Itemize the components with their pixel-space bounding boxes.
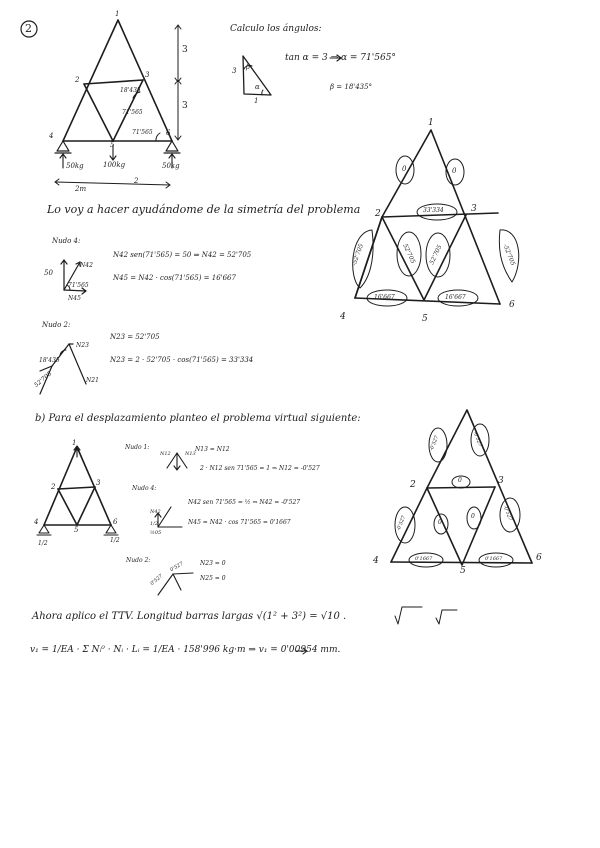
tri-side-label: 3: [232, 67, 237, 75]
tri-base-label: 1: [254, 97, 259, 105]
forces-b-node-5: 5: [460, 566, 466, 576]
truss1-node-4: 4: [49, 132, 54, 140]
forces-b-node-2: 2: [410, 480, 416, 490]
forces-b-bar-24: -0'527: [395, 514, 408, 532]
forces-b-bar-45: 0'1667: [415, 556, 433, 562]
forces-b-node-3: 3: [498, 476, 504, 486]
forces-b-bar-56: 0'1667: [485, 556, 503, 562]
nudo2-eq1: N23 = 52'705: [110, 333, 160, 341]
virtual-load-left: 1/2: [38, 540, 48, 547]
forces-b-bar-35: 0: [471, 513, 475, 520]
nudo1-b-title: Nudo 1:: [125, 444, 150, 451]
virtual-load-right: 1/2: [110, 537, 120, 544]
forces-b-node-4: 4: [373, 556, 379, 566]
forces-b-node-6: 6: [536, 553, 542, 563]
truss1-height-top: 3: [182, 45, 188, 55]
forces-b-bar-25: 0: [438, 519, 442, 526]
truss1-load-center: 100kg: [103, 161, 126, 169]
virtual-node-3: 3: [96, 479, 101, 487]
nudo2-eq2: N23 = 2 · 52'705 · cos(71'565) = 33'334: [110, 356, 254, 364]
truss1-node-5: 5: [110, 141, 115, 149]
nudo4-title: Nudo 4:: [52, 237, 81, 245]
virtual-node-1: 1: [72, 439, 77, 447]
ttv-line-2: v₁ = 1/EA · Σ Nᵢ⁰ · Nᵢ · Lᵢ = 1/EA · 158'996 kg·m ⇒ v₁ = 0'00954 mm.: [30, 645, 341, 655]
forces-a-bar-24: -52'705: [350, 242, 366, 267]
truss1-angle-1: 18'435: [120, 87, 141, 94]
nudo1-b-eq1: N13 = N12: [195, 446, 230, 453]
nudo2-vec-angle: 18'435: [39, 357, 60, 364]
forces-a-bar-13: 0: [452, 167, 457, 175]
intro-text: Lo voy a hacer ayudándome de la simetría del problema: [47, 203, 361, 216]
forces-a-bar-23: 33'334: [423, 207, 444, 214]
nudo2-b-vec-right: 0'527: [169, 560, 185, 574]
nudo2-vec-n23: N23: [76, 342, 89, 349]
forces-a-bar-36: -52'705: [501, 242, 517, 267]
forces-b-bar-12: -0'527: [428, 434, 441, 452]
tri-beta-label: β: [246, 63, 251, 71]
forces-a-bar-56: 16'667: [445, 294, 466, 301]
nudo4-b-vec-half: 1/2: [150, 521, 159, 527]
forces-a-bar-45: 16'667: [374, 294, 395, 301]
truss1-angle-2: 71'565: [122, 109, 143, 116]
forces-a-node-4: 4: [340, 312, 346, 322]
part-b-title: b) Para el desplazamiento planteo el problema virtual siguiente:: [35, 413, 361, 424]
nudo1-b-vec-n13: N13: [185, 451, 196, 457]
nudo2-b-eq1: N23 = 0: [200, 560, 226, 567]
nudo4-vec-n45: N45: [68, 295, 81, 302]
forces-a-bar-12: 0: [402, 165, 407, 173]
beta-equation: β = 18'435°: [330, 83, 373, 91]
tan-equation: tan α = 3 ⇒ α = 71'565°: [285, 53, 396, 63]
nudo2-title: Nudo 2:: [42, 321, 71, 329]
nudo1-b-vec-n12: N12: [160, 451, 171, 457]
nudo4-b-vec-n45: ½05: [150, 530, 162, 536]
forces-a-node-6: 6: [509, 300, 515, 310]
nudo2-vec-n21: N21: [86, 377, 99, 384]
truss1-reaction-left: 50kg: [66, 162, 84, 170]
forces-a-node-1: 1: [428, 118, 434, 128]
forces-a-node-3: 3: [471, 204, 477, 214]
nudo2-b-vec-left: 0'527: [149, 573, 165, 587]
nudo2-b-title: Nudo 2:: [126, 557, 151, 564]
tri-alpha-label: α: [255, 83, 260, 91]
problem-number: 2: [25, 22, 32, 35]
forces-a-node-5: 5: [422, 314, 428, 324]
nudo4-b-eq1: N42 sen 71'565 = ½ ⇒ N42 = -0'527: [188, 499, 301, 506]
truss1-reaction-right: 50kg: [162, 162, 180, 170]
truss1-dim-left: 2m: [75, 185, 87, 193]
nudo2-sketch: [40, 344, 86, 394]
nudo4-eq1: N42 sen(71'565) = 50 ⇒ N42 = 52'705: [113, 251, 252, 259]
forces-a-bar-25: 52'705: [401, 242, 417, 265]
nudo4-vec-n42: N42: [80, 262, 93, 269]
truss1-node-6: 6: [166, 129, 171, 137]
nudo4-eq2: N45 = N42 · cos(71'565) = 16'667: [113, 274, 236, 282]
forces-a-bar-35: 52'705: [428, 243, 444, 266]
nudo1-b-eq2: 2 · N12 sen 71'565 = 1 ⇒ N12 = -0'527: [200, 465, 320, 472]
virtual-node-4: 4: [34, 518, 39, 526]
nudo2-b-eq2: N25 = 0: [200, 575, 226, 582]
truss1-height-bottom: 3: [182, 101, 188, 111]
nudo4-b-title: Nudo 4:: [132, 485, 157, 492]
forces-b-bar-23: 0: [458, 477, 462, 484]
ttv-line-1: Ahora aplico el TTV. Longitud barras largas √(1² + 3²) = √10 .: [32, 611, 347, 622]
virtual-node-6: 6: [113, 518, 118, 526]
forces-a-node-2: 2: [375, 209, 381, 219]
nudo4-force: 50: [44, 269, 53, 277]
truss1-angle-3: 71'565: [132, 129, 153, 136]
forces-b-bar-13: -0'527: [471, 430, 484, 448]
nudo4-b-vec-n42: N42: [150, 509, 161, 515]
truss1-node-1: 1: [115, 10, 120, 18]
truss1-node-2: 2: [75, 76, 80, 84]
nudo2-vec-value: 52'705: [32, 370, 54, 389]
nudo4-b-eq2: N45 = N42 · cos 71'565 = 0'1667: [188, 519, 291, 526]
forces-b-bar-36: -0'527: [501, 504, 514, 522]
virtual-node-5: 5: [74, 526, 79, 534]
virtual-node-2: 2: [51, 483, 56, 491]
truss1-node-3: 3: [145, 71, 150, 79]
header-title: Calculo los ángulos:: [230, 24, 322, 34]
truss1-dim-right: 2: [134, 177, 139, 185]
nudo4-vec-angle: 71'565: [68, 282, 89, 289]
virtual-truss-diagram: [37, 446, 118, 535]
